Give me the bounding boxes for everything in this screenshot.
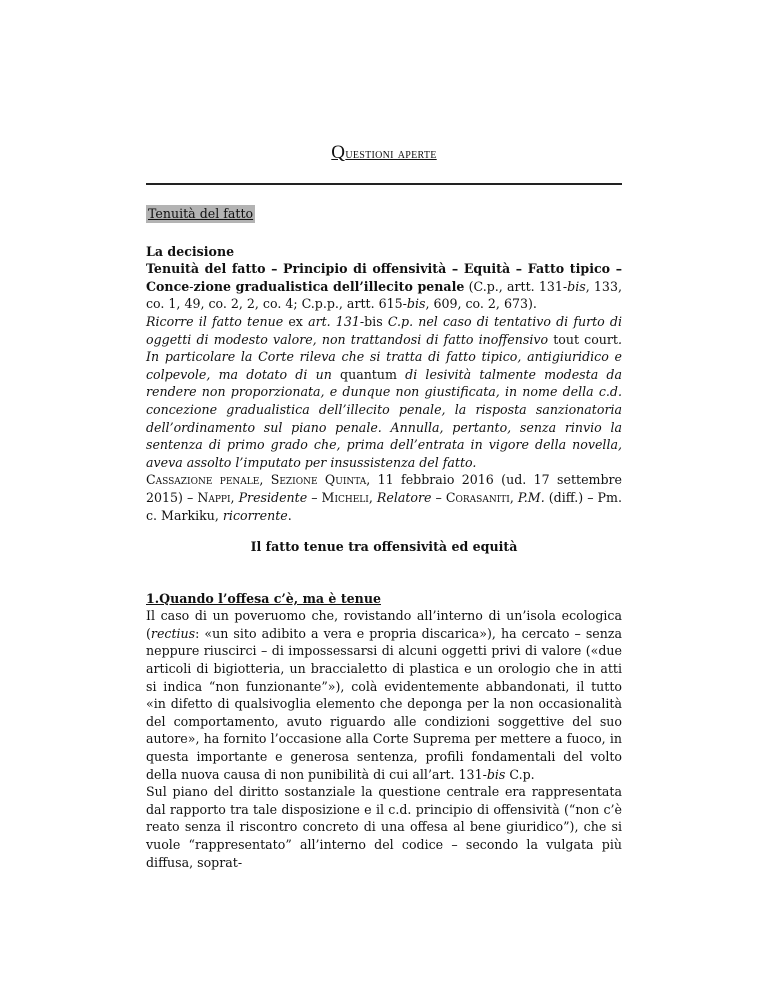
court-parties: (diff.) – Pm. c. Markiku,	[146, 489, 622, 523]
maxim-ex: ex	[288, 313, 303, 329]
page-title	[0, 142, 768, 164]
p1-text-c: C.p.	[505, 766, 535, 782]
maxim-text-4: . In particolare la Corte rileva che si tratta di fatto tipico, antigiuridico e colpevole, ma dotato di un	[146, 331, 622, 382]
p1-text-a: Il caso di un poveruomo che, rovistando all’interno di un’isola ecologica (	[146, 608, 622, 641]
maxim-tout-court: tout court	[553, 331, 618, 347]
keywords-line-b: zione gradualistica dell’illecito penale	[193, 278, 465, 294]
judge-nappi: Nappi	[197, 489, 231, 505]
section-tag: Tenuità del fatto	[148, 206, 254, 221]
citation-bis: bis	[567, 278, 586, 294]
role-presidente: Presidente	[238, 489, 308, 505]
spacer	[146, 556, 622, 576]
p1-rectius: rectius	[150, 625, 196, 641]
citation-end: , 609, co. 2, 673).	[425, 296, 537, 312]
pm-corasaniti: Corasaniti	[445, 489, 510, 505]
decision-maxim	[146, 313, 622, 471]
court-sep: ,	[368, 489, 377, 505]
citation-rest: , 133, co. 1, 49, co. 2, 2, co. 4; C.p.p., artt. 615-	[146, 278, 622, 312]
spacer	[146, 223, 622, 243]
title-first-letter: Q	[331, 142, 346, 163]
maxim-quantum: quantum	[340, 366, 397, 382]
decision-keywords: Tenuità del fatto – Principio di offensività – Equità – Fatto tipico – Conce-zione gradualistica dell’illecito penale (C.p., artt. 131-bis, 133, co. 1, 49, co. 2, 2, co. 4; C.p.p., artt. 615-bis, 609, co. 2, 673).	[146, 261, 622, 312]
court-section: Sezione Quinta	[270, 472, 367, 488]
role-pm: P.M.	[517, 489, 545, 505]
maxim-text-5: di lesività talmente modesta da rendere non proporzionata, e dunque non giustificata, in nome della c.d. concezione gradualistica dell’illecito penale, la risposta sanzionatoria dell’ordinamento sul piano penale. Annulla, pertanto, senza rinvio la sentenza di primo grado che, prima dell’entrata in vigore della novella, aveva assolto l’imputato per insussistenza del fatto.	[146, 366, 622, 470]
decision-heading: La decisione	[146, 243, 235, 259]
court-sep: ,	[230, 489, 239, 505]
citation: (C.p., artt. 131-	[464, 278, 568, 294]
court-sep: –	[431, 489, 446, 505]
keywords-line-a: Tenuità del fatto – Principio di offensività – Equità – Fatto tipico – Conce	[146, 261, 622, 294]
judge-micheli: Micheli	[321, 489, 369, 505]
title-rest: uestioni aperte	[345, 146, 437, 162]
court-reference	[146, 471, 622, 524]
section-1-heading: 1.Quando l’offesa c’è, ma è tenue	[146, 590, 381, 606]
title-rule	[146, 183, 622, 185]
court-name: Cassazione penale	[146, 472, 260, 488]
citation-bis-2: bis	[406, 296, 426, 312]
maxim-bis: bis	[364, 313, 383, 329]
maxim-text-3: C.p. nel caso di tentativo di furto di oggetti di modesto valore, non trattandosi di fatto inoffensivo	[146, 313, 622, 347]
role-relatore: Relatore	[376, 489, 432, 505]
maxim-text-2: art. 131-	[302, 313, 365, 329]
court-date: , 11 febbraio 2016 (ud. 17 settembre 2015) –	[146, 472, 622, 505]
commentary-title: Il fatto tenue tra offensività ed equità	[250, 539, 518, 555]
spacer	[146, 524, 622, 538]
court-sep: ,	[509, 489, 518, 505]
section-1-paragraph-1	[146, 607, 622, 783]
p1-text-b: : «un sito adibito a vera e propria discarica»), ha cercato – senza neppure riuscirci – di impossessarsi di alcuni oggetti privi di valore («due articoli di bigiotteria, un braccialetto di plastica e un orologio che in atti si indica “non funzionante”»), colà evidentemente abbandonati, il tutto «in difetto di qualsivoglia elemento che deponga per la non occasionalità del comportamento, avuto riguardo alle condizioni soggettive del suo autore», ha fornito l’occasione alla Corte Suprema per mettere a fuoco, in questa importante e generosa sentenza, profili fondamentali del volto della nuova causa di non punibilità di cui all’art. 131-	[146, 625, 622, 782]
role-ricorrente: ricorrente	[222, 507, 288, 523]
spacer	[146, 576, 622, 590]
p1-bis: bis	[486, 766, 506, 782]
maxim-text-1: Ricorre il fatto tenue	[146, 313, 289, 329]
section-1-paragraph-2: Sul piano del diritto sostanziale la questione centrale era rappresentata dal rapporto tra tale disposizione e il c.d. principio di offensività (“non c’è reato senza il riscontro concreto di una offesa al bene giuridico”), che si vuole “rappresentato” all’interno del codice – secondo la vulgata più diffusa, soprat-	[146, 784, 622, 870]
document-body	[146, 205, 622, 871]
court-sep: –	[307, 489, 322, 505]
court-sep: ,	[259, 472, 271, 488]
court-end: .	[287, 507, 292, 523]
